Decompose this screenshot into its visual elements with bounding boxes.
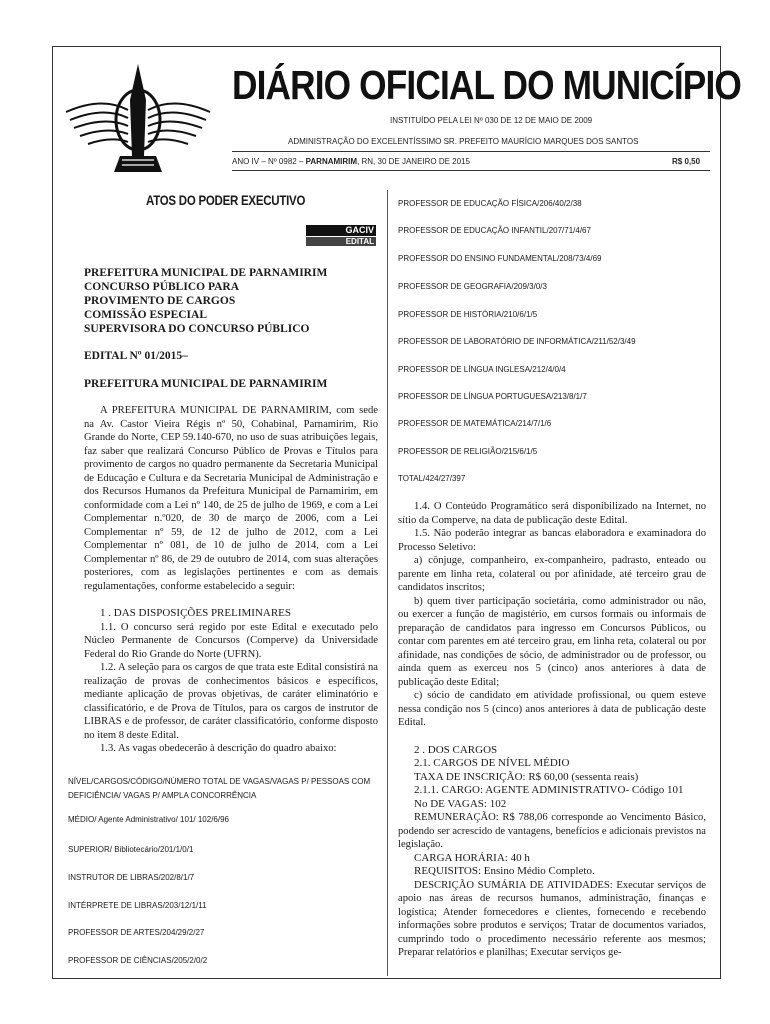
org-line: SUPERVISORA DO CONCURSO PÚBLICO (84, 323, 310, 335)
section-tag-gaciv: GACIV (306, 225, 376, 236)
table-row: PROFESSOR DE ARTES/204/29/2/27 (68, 928, 205, 937)
municipal-emblem-icon (62, 60, 214, 178)
org-line: COMISSÃO ESPECIAL (84, 309, 208, 321)
header-rule-bottom (232, 170, 710, 171)
vacancy-table-header: NÍVEL/CARGOS/CÓDIGO/NÚMERO TOTAL DE VAGAS/VAGAS P/ PESSOAS COM DEFICIÊNCIA/ VAGAS P/ AMPLA CONCORRÊNCIA (68, 777, 371, 800)
remuneration: REMUNERAÇÃO: R$ 788,06 corresponde ao Vencimento Básico, podendo ser acrescido de vantagens, benefícios e adicionais previstos na legislação. (398, 812, 706, 850)
newspaper-title: DIÁRIO OFICIAL DO MUNICÍPIO (232, 62, 741, 108)
price: R$ 0,50 (672, 157, 701, 166)
table-row: SUPERIOR/ Bibliotecário/201/1/0/1 (68, 845, 194, 854)
left-column (84, 266, 378, 756)
edition-line (232, 157, 470, 166)
edition-number: ANO IV – Nº 0982 – (232, 157, 304, 166)
edition-city: PARNAMIRIM (305, 157, 358, 166)
edition-date: , RN, 30 DE JANEIRO DE 2015 (357, 157, 470, 166)
header-rule-top (232, 151, 710, 152)
institution-line: INSTITUÍDO PELA LEI Nº 030 DE 12 DE MAIO DE 2009 (390, 116, 593, 125)
paragraph-1-5-b: b) quem tiver participação societária, como administrador ou não, ou exercer a função de magistério, em cursos formais ou informais de preparação de candidatos para ingresso em Concursos Públicos, ou contar com parentes em até terceiro grau, em linha reta, colateral ou por afinidade, nas condições de sócio, de administrador ou de professor, ou ainda quem as exerceu nos 5 (cinco) anos anteriores à data de publicação deste Edital; (398, 595, 706, 688)
table-total-row: TOTAL/424/27/397 (398, 474, 466, 483)
section-title: ATOS DO PODER EXECUTIVO (146, 192, 306, 208)
vacancies-count: No DE VAGAS: 102 (414, 797, 507, 810)
registration-fee: TAXA DE INSCRIÇÃO: R$ 60,00 (sessenta reais) (414, 770, 639, 783)
paragraph-1-3: 1.3. As vagas obedecerão à descrição do quadro abaixo: (100, 743, 337, 754)
paragraph-1-5-a: a) cônjuge, companheiro, ex-companheiro, padrasto, enteado ou parente em linha reta, colateral ou por afinidade, até terceiro grau de candidatos inscritos; (398, 555, 706, 593)
paragraph-1-2: 1.2. A seleção para os cargos de que trata este Edital consistirá na realização de provas de conhecimentos básicos e específicos, mediante aplicação de provas objetivas, de caráter eliminatório e classificatório, e de Prova de Títulos, para os cargos de instrutor de LIBRAS e de professor, de caráter classificatório, conforme disposto no item 8 deste Edital. (84, 662, 378, 741)
org-line: PROVIMENTO DE CARGOS (84, 295, 236, 307)
workload: CARGA HORÁRIA: 40 h (414, 851, 530, 864)
administration-line: ADMINISTRAÇÃO DO EXCELENTÍSSIMO SR. PREFEITO MAURÍCIO MARQUES DOS SANTOS (288, 137, 639, 146)
table-row: PROFESSOR DE EDUCAÇÃO FÍSICA/206/40/2/38 (398, 199, 582, 208)
column-divider (387, 190, 388, 976)
org-line: PREFEITURA MUNICIPAL DE PARNAMIRIM (84, 267, 328, 279)
edital-number: EDITAL Nº 01/2015– (84, 350, 188, 362)
right-column (398, 500, 706, 960)
table-row: PROFESSOR DE LÍNGUA PORTUGUESA/213/8/1/7 (398, 392, 587, 401)
section-2-title: 2 . DOS CARGOS (414, 743, 498, 756)
table-row: PROFESSOR DE EDUCAÇÃO INFANTIL/207/71/4/67 (398, 226, 591, 235)
paragraph-1-5-c: c) sócio de candidato em atividade profissional, ou quem esteve nessa condição nos 5 (cinco) anos anteriores à data de publicação deste Edital. (398, 690, 706, 728)
paragraph-1-1: 1.1. O concurso será regido por este Edital e executado pelo Núcleo Permanente de Concursos (Comperve) da Universidade Federal do Rio Grande do Norte (UFRN). (84, 621, 378, 660)
organization-block (84, 266, 378, 336)
section-1-title: 1 . DAS DISPOSIÇÕES PRELIMINARES (100, 607, 292, 619)
table-row: PROFESSOR DE LÍNGUA INGLESA/212/4/0/4 (398, 365, 566, 374)
intro-paragraph: A PREFEITURA MUNICIPAL DE PARNAMIRIM, com sede na Av. Castor Vieira Régis nº 50, Cohabinal, Parnamirim, Rio Grande do Norte, CEP 59.140-670, no uso de suas atribuições legais, faz saber que realizará Concurso Público de Provas e Títulos para provimento de cargos no quadro permanente da Secretaria Municipal de Educação e Cultura e da Secretaria Municipal de Administração e dos Recursos Humanos da Prefeitura Municipal de Parnamirim, em conformidade com a Lei nº 140, de 25 de julho de 1969, e com a Lei Complementar n.º020, de 30 de março de 2006, com a Lei Complementar nº 59, de 12 de julho de 2012, com a Lei Complementar nº 081, de 10 de julho de 2014, com a Lei Complementar nº 86, de 29 de outubro de 2014, com suas alterações posteriores, com as legislações pertinentes e com as demais regulamentações, conforme estabelecido a seguir: (84, 405, 378, 592)
requirements: REQUISITOS: Ensino Médio Completo. (414, 865, 595, 877)
section-2-1-1-title: 2.1.1. CARGO: AGENTE ADMINISTRATIVO- Código 101 (414, 784, 684, 796)
table-row: INSTRUTOR DE LIBRAS/202/8/1/7 (68, 873, 195, 882)
table-row: PROFESSOR DE MATEMÁTICA/214/7/1/6 (398, 419, 552, 428)
org-line: CONCURSO PÚBLICO PARA (84, 281, 240, 293)
table-row: PROFESSOR DE HISTÓRIA/210/6/1/5 (398, 310, 538, 319)
section-2-1-title: 2.1. CARGOS DE NÍVEL MÉDIO (414, 757, 570, 769)
table-row: PROFESSOR DE RELIGIÃO/215/6/1/5 (398, 447, 538, 456)
table-row: INTÉRPRETE DE LIBRAS/203/12/1/11 (68, 901, 207, 910)
table-row: PROFESSOR DO ENSINO FUNDAMENTAL/208/73/4/69 (398, 254, 602, 263)
table-row: PROFESSOR DE CIÊNCIAS/205/2/0/2 (68, 956, 208, 965)
table-row: MÉDIO/ Agente Administrativo/ 101/ 102/6/96 (68, 815, 229, 824)
activities-description: DESCRIÇÃO SUMÁRIA DE ATIVIDADES: Executar serviços de apoio nas áreas de recursos humanos, administração, finanças e logística; Atender fornecedores e clientes, fornecendo e recebendo informações sobre produtos e serviços; Tratar de documentos variados, cumprindo todo o procedimento necessário referente aos mesmos; Preparar relatórios e planilhas; Executar serviços ge- (398, 879, 706, 958)
table-row: PROFESSOR DE GEOGRAFIA/209/3/0/3 (398, 282, 547, 291)
prefeitura-heading: PREFEITURA MUNICIPAL DE PARNAMIRIM (84, 378, 328, 390)
paragraph-1-5: 1.5. Não poderão integrar as bancas elaboradora e examinadora do Processo Seletivo: (398, 528, 706, 553)
section-tag-edital: EDITAL (306, 237, 376, 246)
paragraph-1-4: 1.4. O Conteúdo Programático será disponibilizado na Internet, no sítio da Comperve, na data de publicação deste Edital. (398, 501, 706, 526)
table-row: PROFESSOR DE LABORATÓRIO DE INFORMÁTICA/211/52/3/49 (398, 337, 636, 346)
